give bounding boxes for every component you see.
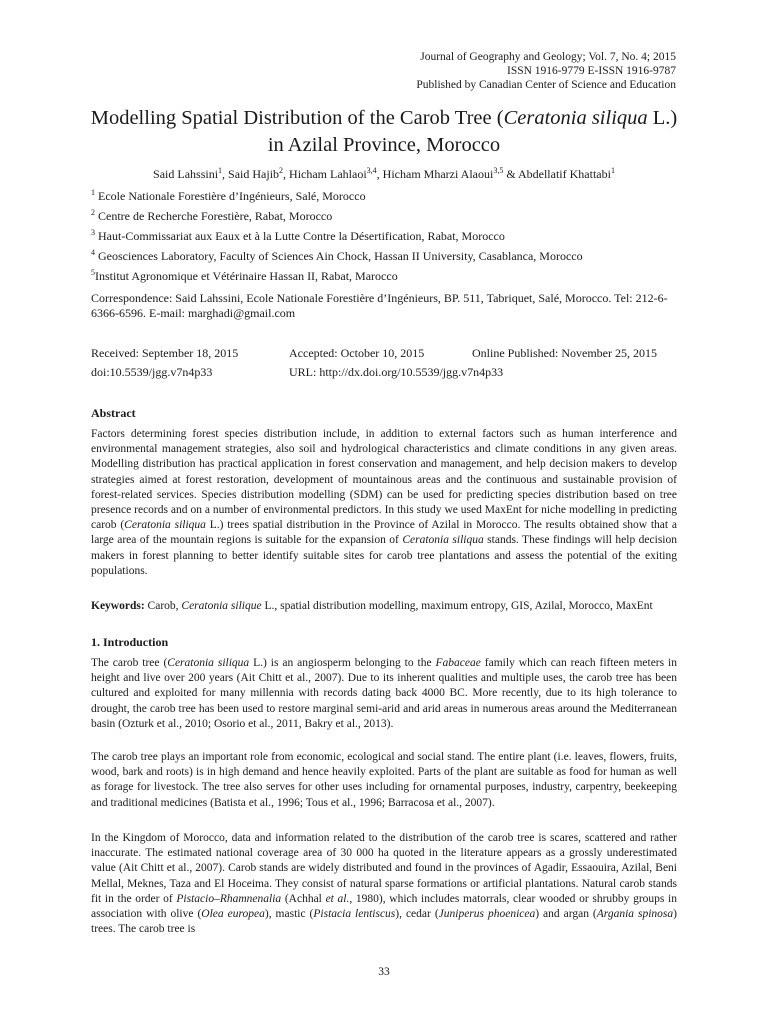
title-text: Modelling Spatial Distribution of the Carob Tree ( <box>90 107 504 129</box>
paper-title <box>60 105 708 159</box>
doi-link[interactable]: doi:10.5539/jgg.v7n4p33 <box>91 365 213 379</box>
published-date: Online Published: November 25, 2015 <box>472 346 657 360</box>
keywords: Keywords: Carob, Ceratonia silique L., spatial distribution modelling, maximum entropy, GIS, Azilal, Morocco, MaxEnt <box>91 600 653 612</box>
title-species: Ceratonia siliqua <box>503 107 648 129</box>
author: Abdellatif Khattabi$^1$ <box>517 166 615 181</box>
journal-publisher: Published by Canadian Center of Science and Education <box>416 79 676 91</box>
correspondence: Correspondence: Said Lahssini, Ecole Nationale Forestière d’Ingénieurs, BP. 511, Tabriquet, Salé, Morocco. Tel: 212-6-6366-6596. E-mail: marghadi@gmail.com <box>91 291 668 320</box>
abstract-heading: Abstract <box>91 406 136 420</box>
keywords-label: Keywords: <box>91 600 145 612</box>
section-heading-introduction: 1. Introduction <box>91 635 169 649</box>
intro-paragraph-2: The carob tree plays an important role from economic, ecological and social stand. The entire plant (i.e. leaves, flowers, fruits, wood, bark and roots) is in high demand and hence heavily exploited. Parts of the plant are suitable as food for human as well as forage for livestock. The tree also serves for other uses including for ornamental purposes, industry, carpentry, beekeeping and traditional medicines (Batista et al., 1996; Tous et al., 1996; Barracosa et al., 2007). <box>91 751 677 809</box>
journal-header <box>416 50 676 92</box>
author-list <box>60 167 708 182</box>
url-link[interactable]: URL: http://dx.doi.org/10.5539/jgg.v7n4p33 <box>289 365 504 379</box>
intro-paragraph-3: In the Kingdom of Morocco, data and information related to the distribution of the carob tree is scares, scattered and rather inaccurate. The estimated national coverage area of 30 000 ha quoted in the literature appears as a grossly underestimated value (Ait Chitt et al., 2007). Carob stands are widely distributed and found in the provinces of Agadir, Essaouira, Azilal, Beni Mellal, Meknes, Taza and El Hoceima. They consist of natural sparse formations or artificial plantations. Natural carob stands fit in the order of Pistacio–Rhamnenalia (Achhal et al., 1980), which includes matorrals, clear wooded or shrubby groups in association with olive (Olea europea), mastic (Pistacia lentiscus), cedar (Juniperus phoenicea) and argan (Argania spinosa) trees. The carob tree is <box>91 832 677 936</box>
affiliation: $^3$ Haut-Commissariat aux Eaux et à la Lutte Contre la Désertification, Rabat, Morocco <box>91 228 505 243</box>
title-line-2: in Azilal Province, Morocco <box>267 134 501 156</box>
abstract-text: Factors determining forest species distribution include, in addition to external factors such as human interference and environmental management strategies, also soil and hydrological characteristics and climate conditions in any given areas. Modelling distribution has practical application in forest conservation and management, and help decision makers to develop strategies aimed at forest restoration, development of mountainous areas and the continuous and sustainable provision of forest-related services. Species distribution modelling (SDM) can be used for predicting species distribution based on tree presence records and on a number of environmental predictors. In this study we used MaxEnt for niche modelling in predicting carob (Ceratonia siliqua L.) trees spatial distribution in the Province of Azilal in Morocco. The results obtained show that a large area of the mountain regions is suitable for the expansion of Ceratonia siliqua stands. These findings will help decision makers in forest planning to better identify suitable sites for carob tree plantations and assess the potential of the exiting populations. <box>91 428 678 577</box>
affiliation: $^1$ Ecole Nationale Forestière d’Ingénieurs, Salé, Morocco <box>91 188 366 203</box>
affiliation: $^5$Institut Agronomique et Vétérinaire Hassan II, Rabat, Marocco <box>91 268 398 283</box>
title-text-end: L.) <box>647 107 678 129</box>
page-number: 33 <box>378 966 390 978</box>
received-date: Received: September 18, 2015 <box>91 346 239 360</box>
journal-citation: Journal of Geography and Geology; Vol. 7, No. 4; 2015 <box>420 51 676 63</box>
author: Hicham Lahlaoi$^{3,4}$, <box>289 166 383 181</box>
author: Said Hajib$^2$, <box>228 166 290 181</box>
author: Hicham Mharzi Alaoui$^{3,5}$ & <box>382 166 518 181</box>
affiliation: $^4$ Geosciences Laboratory, Faculty of Sciences Ain Chock, Hassan II University, Casablanca, Morocco <box>91 248 583 263</box>
affiliation: $^2$ Centre de Recherche Forestière, Rabat, Morocco <box>91 208 333 223</box>
intro-paragraph-1: The carob tree (Ceratonia siliqua L.) is an angiosperm belonging to the Fabaceae family which can reach fifteen meters in height and live over 200 years (Ait Chitt et al., 2007). Due to its inherent qualities and multiple uses, the carob tree has been cultured and exploited for many millennia with records dating back 4000 BC. More recently, due to its high tolerance to drought, the carob tree has been used to restore marginal semi-arid and arid areas in numerous areas around the Mediterranean basin (Ozturk et al., 2010; Osorio et al., 2011, Bakry et al., 2013). <box>91 657 677 730</box>
author: Said Lahssini$^1$, <box>153 166 229 181</box>
title-line-1 <box>60 105 708 132</box>
journal-issn: ISSN 1916-9779 E-ISSN 1916-9787 <box>507 65 676 77</box>
accepted-date: Accepted: October 10, 2015 <box>289 346 425 360</box>
